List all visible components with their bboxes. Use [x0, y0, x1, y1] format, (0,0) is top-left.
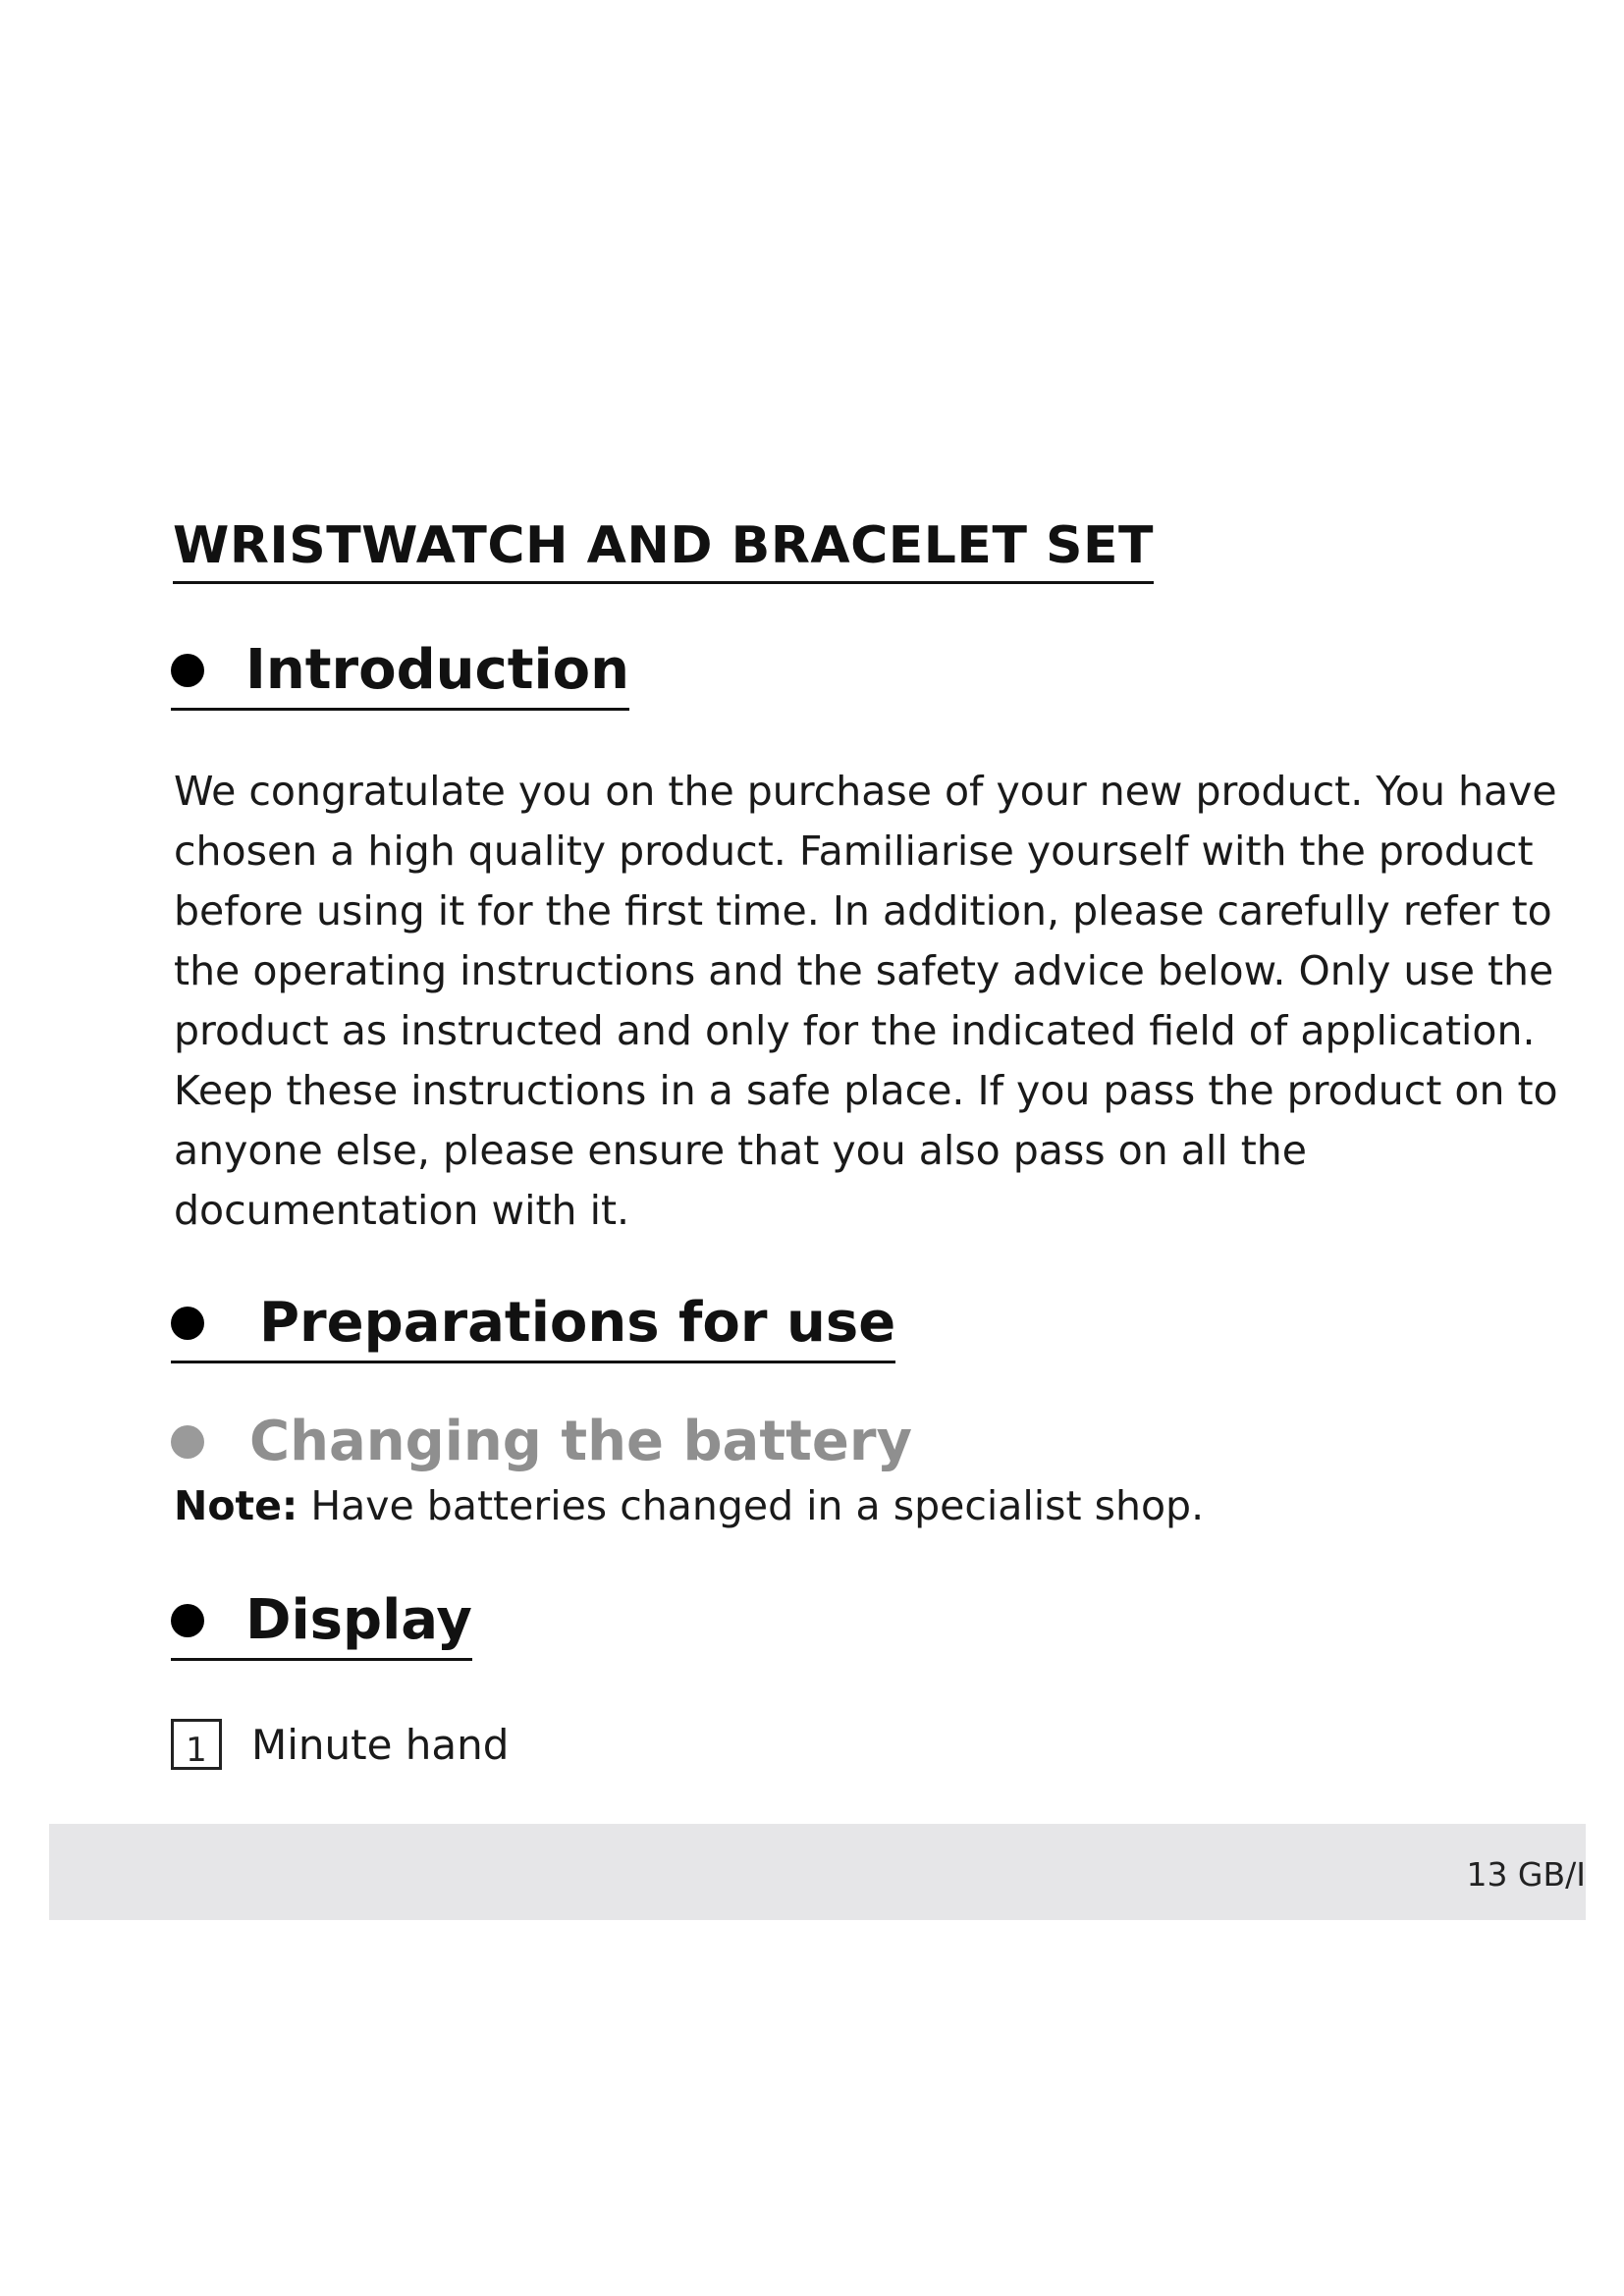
subsection-heading-changing-battery	[171, 1410, 912, 1473]
section-heading-introduction	[171, 638, 630, 711]
note-text: Have batteries changed in a specialist shop.	[298, 1482, 1205, 1529]
legend-label: Minute hand	[251, 1720, 510, 1769]
bullet-icon	[171, 654, 204, 687]
subsection-heading-changing-battery-text: Changing the battery	[249, 1410, 912, 1473]
section-heading-display-text: Display	[245, 1588, 472, 1652]
display-legend-item	[171, 1719, 509, 1770]
introduction-line: documentation with it.	[174, 1187, 630, 1234]
introduction-line: before using it for the first time. In addition, please carefully refer to	[174, 887, 1552, 934]
introduction-line: Keep these instructions in a safe place. If you pass the product on to	[174, 1067, 1558, 1114]
section-heading-introduction-text: Introduction	[245, 638, 630, 702]
page-number: 13 GB/I	[1466, 1855, 1586, 1894]
introduction-paragraph	[174, 762, 1558, 1241]
battery-note	[174, 1482, 1204, 1530]
legend-number-box: 1	[171, 1719, 222, 1770]
section-heading-preparations-text: Preparations for use	[259, 1291, 896, 1355]
bullet-icon	[171, 1425, 204, 1459]
document-title: WRISTWATCH AND BRACELET SET	[173, 520, 1154, 584]
introduction-line: product as instructed and only for the indicated field of application.	[174, 1007, 1536, 1054]
introduction-line: We congratulate you on the purchase of your new product. You have	[174, 768, 1557, 815]
section-heading-preparations	[171, 1291, 896, 1363]
introduction-line: anyone else, please ensure that you also pass on all the	[174, 1127, 1308, 1174]
introduction-line: the operating instructions and the safety advice below. Only use the	[174, 947, 1554, 994]
introduction-line: chosen a high quality product. Familiarise yourself with the product	[174, 828, 1534, 875]
footer-band	[49, 1824, 1586, 1920]
section-heading-display	[171, 1588, 472, 1661]
bullet-icon	[171, 1604, 204, 1637]
bullet-icon	[171, 1307, 204, 1340]
note-label: Note:	[174, 1482, 298, 1529]
